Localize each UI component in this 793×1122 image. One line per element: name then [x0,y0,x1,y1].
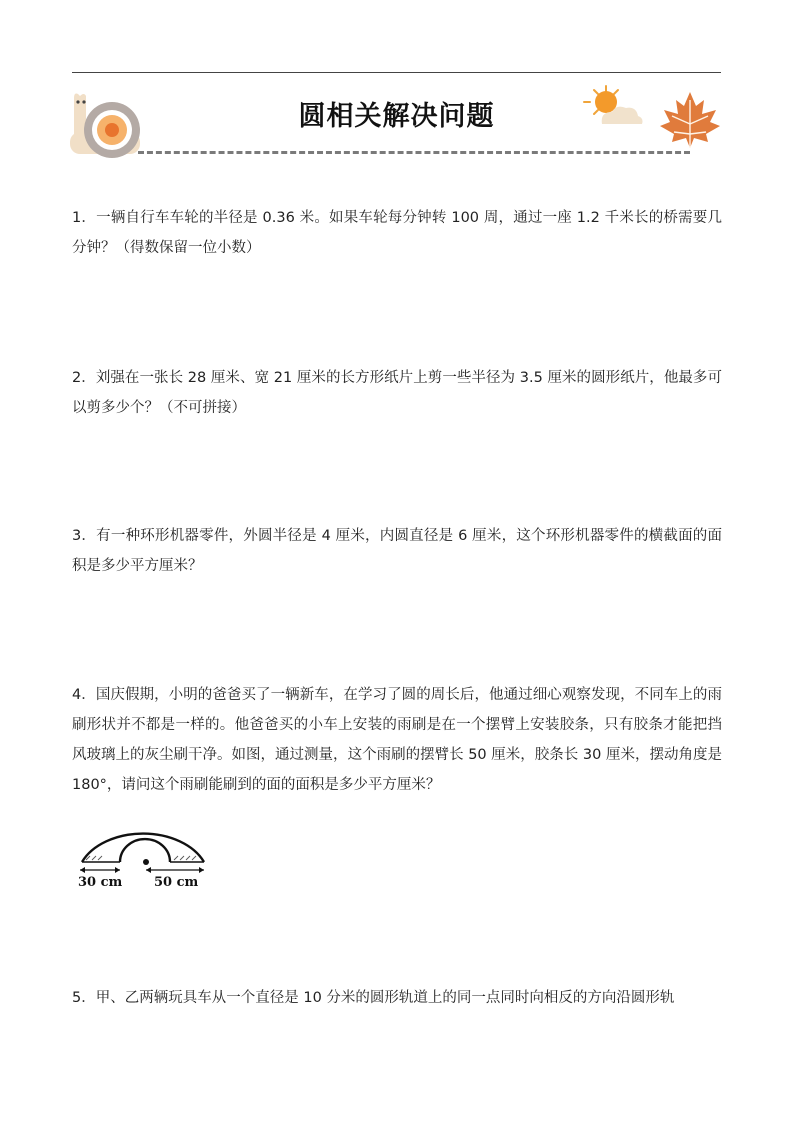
question-number: 3． [72,528,97,544]
page-title: 圆相关解决问题 [298,101,495,132]
label-30cm: 30 cm [78,875,123,890]
question-3 [72,521,722,581]
maple-leaf-icon [658,90,722,150]
question-text: 一辆自行车车轮的半径是 0.36 米。如果车轮每分钟转 100 周，通过一座 1.2 千米长的桥需要几分钟？（得数保留一位小数） [72,210,722,256]
dashed-divider [138,151,690,154]
label-50cm: 50 cm [154,875,199,890]
question-text: 有一种环形机器零件，外圆半径是 4 厘米，内圆直径是 6 厘米，这个环形机器零件的横截面的面积是多少平方厘米？ [72,528,722,574]
question-5 [72,983,722,1013]
top-rule [72,72,721,73]
question-number: 1． [72,210,97,226]
wiper-figure [74,808,210,890]
sun-cloud-icon [580,84,646,132]
question-1 [72,203,722,263]
question-4 [72,680,722,800]
question-2 [72,363,722,423]
question-text: 刘强在一张长 28 厘米、宽 21 厘米的长方形纸片上剪一些半径为 3.5 厘米的圆形纸片，他最多可以剪多少个？（不可拼接） [72,370,722,416]
question-number: 4． [72,687,96,703]
question-number: 5． [72,990,96,1006]
question-text: 甲、乙两辆玩具车从一个直径是 10 分米的圆形轨道上的同一点同时向相反的方向沿圆形轨 [95,990,675,1006]
question-text: 国庆假期，小明的爸爸买了一辆新车，在学习了圆的周长后，他通过细心观察发现，不同车上的雨刷形状并不都是一样的。他爸爸买的小车上安装的雨刷是在一个摆臂上安装胶条，只有胶条才能把挡风玻璃上的灰尘刷干净。如图，通过测量，这个雨刷的摆臂长 50 厘米，胶条长 30 厘米，摆动角度是 180°，请问这个雨刷能刷到的面的面积是多少平方厘米？ [72,687,722,793]
question-number: 2． [72,370,96,386]
